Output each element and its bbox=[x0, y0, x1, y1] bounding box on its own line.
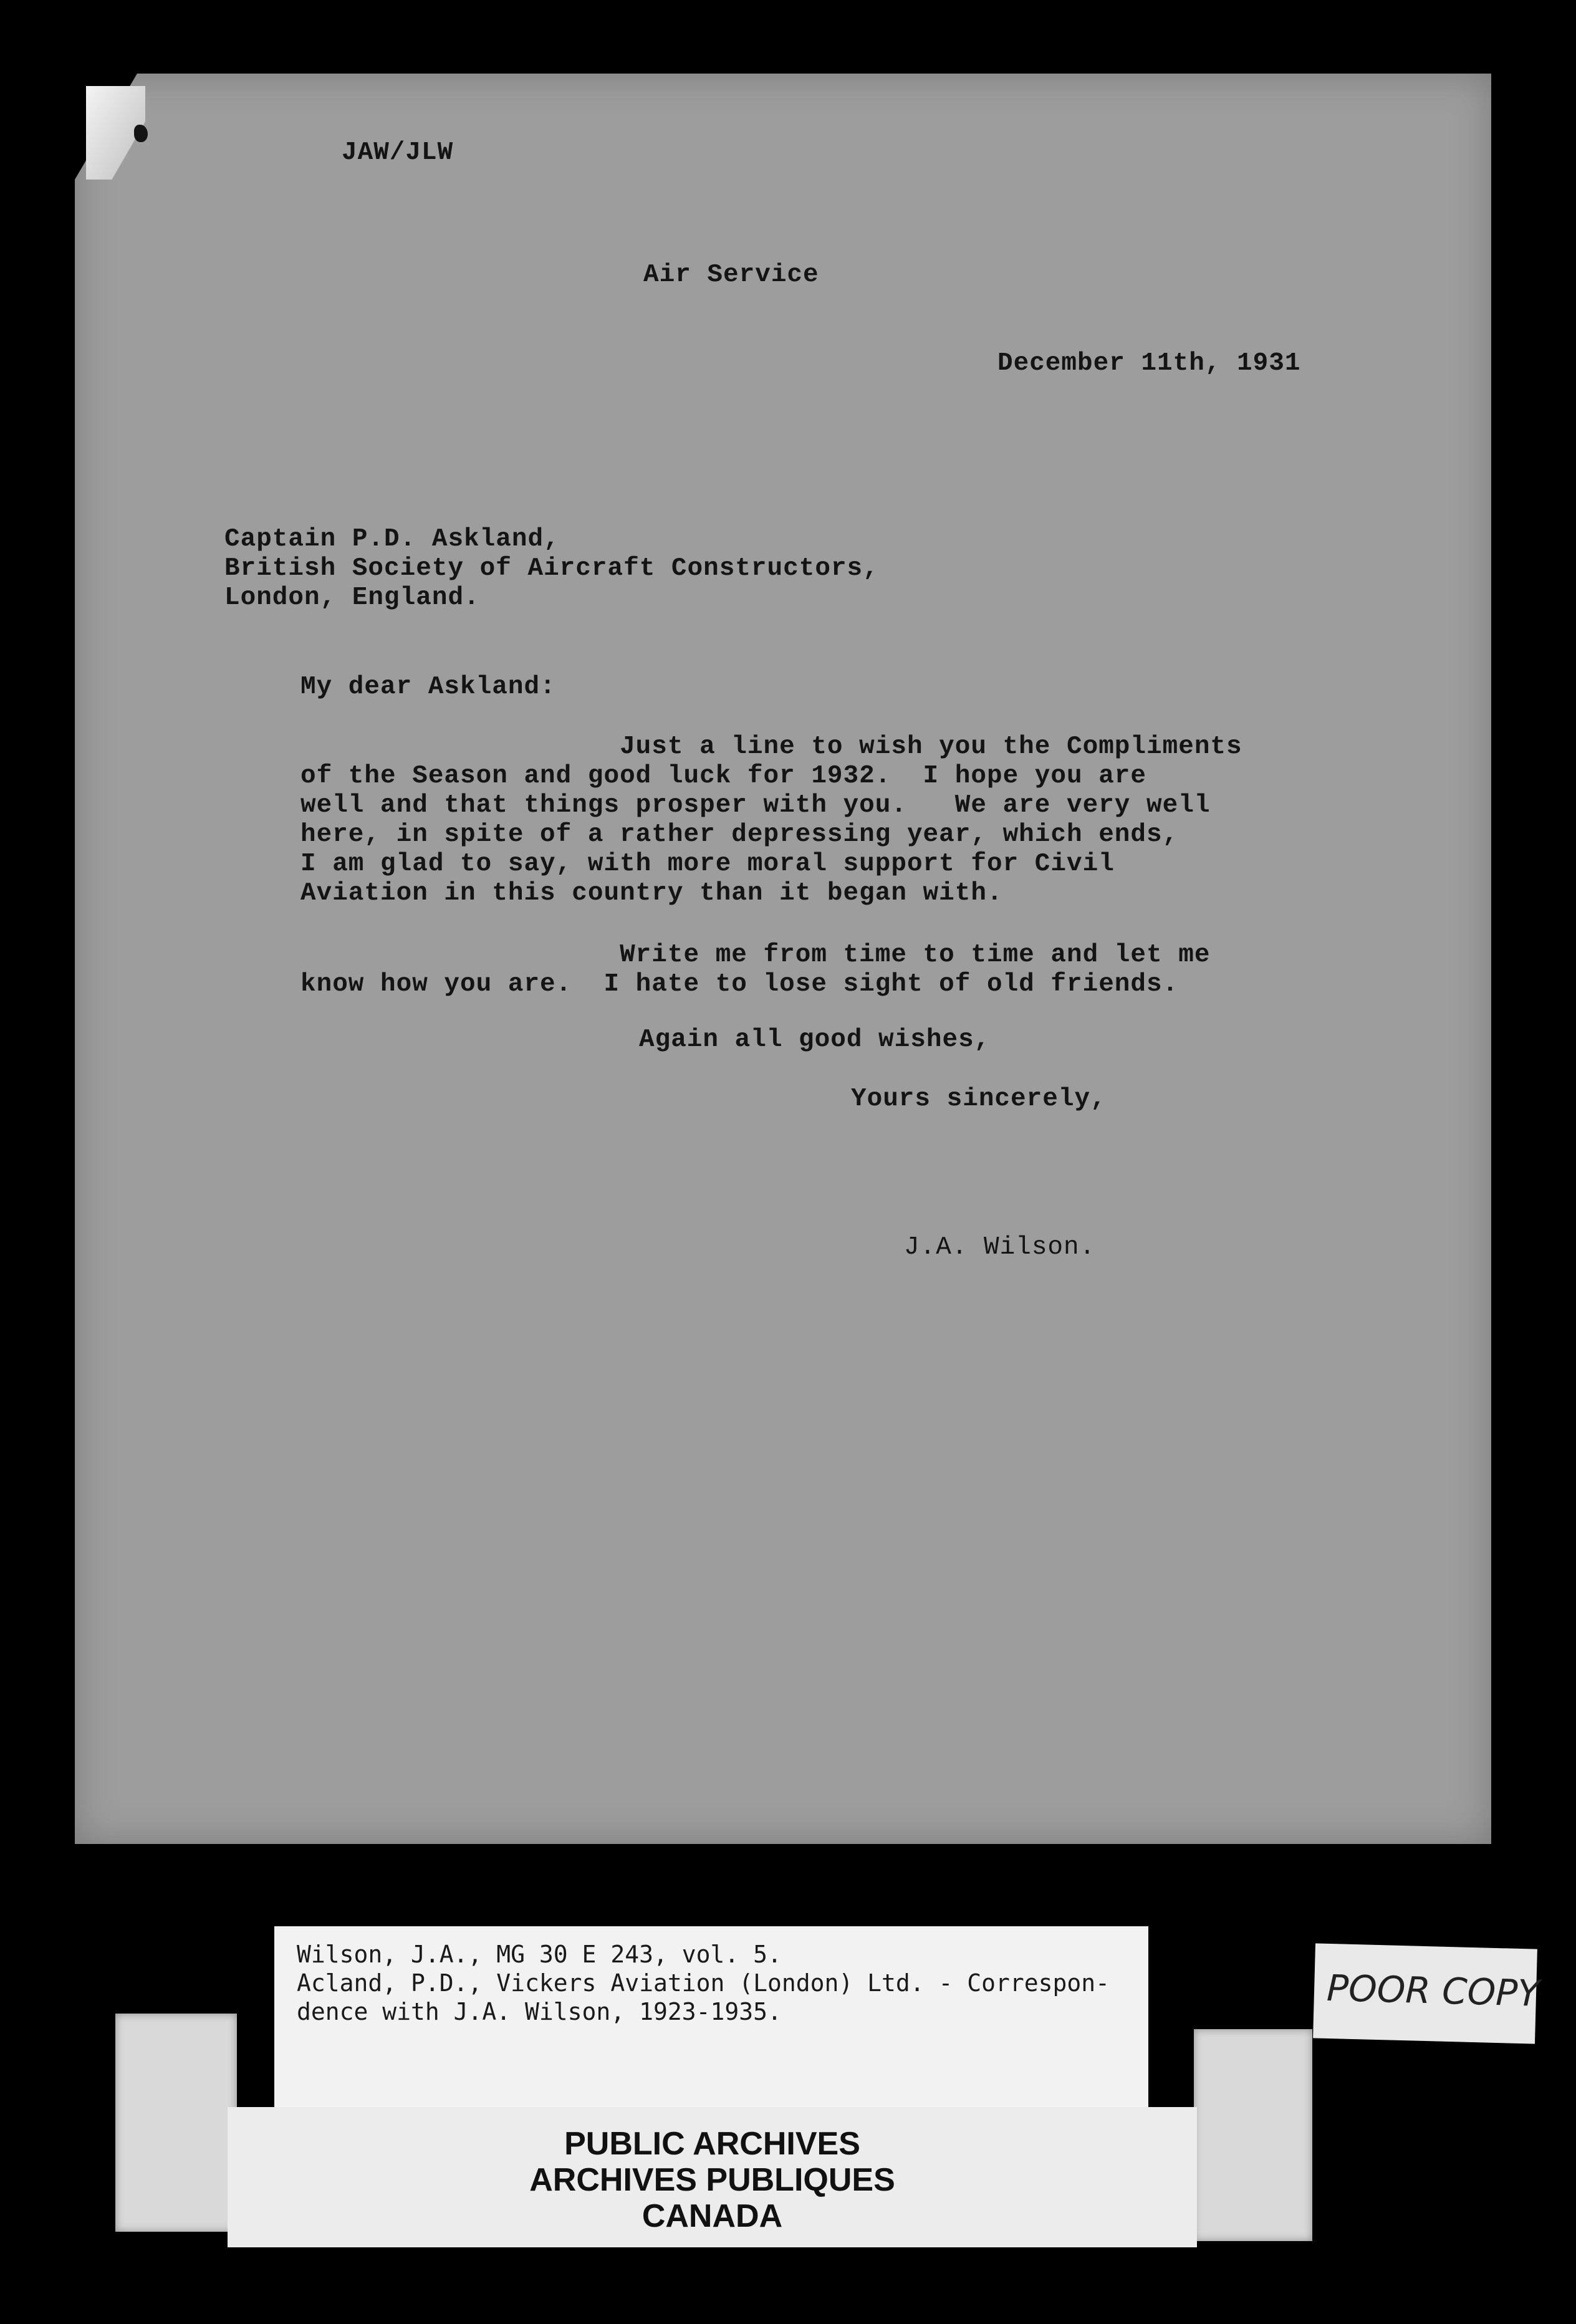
address-line: Captain P.D. Askland, bbox=[224, 525, 560, 554]
body-paragraph-1 bbox=[300, 732, 1423, 908]
body-line: Aviation in this country than it began with. bbox=[300, 879, 1003, 908]
poor-copy-note bbox=[1313, 1943, 1540, 2043]
body-paragraph-2 bbox=[300, 941, 1423, 999]
archive-stamp-line: ARCHIVES PUBLIQUES bbox=[529, 2162, 895, 2198]
address-line: London, England. bbox=[224, 583, 480, 612]
department-heading: Air Service bbox=[643, 261, 819, 289]
tape-right bbox=[1194, 2029, 1312, 2241]
body-line: Write me from time to time and let me bbox=[300, 941, 1211, 969]
archive-reference-card bbox=[274, 1926, 1148, 2113]
closing-wishes: Again all good wishes, bbox=[639, 1025, 991, 1054]
archive-stamp-line: CANADA bbox=[641, 2198, 783, 2234]
archive-stamp-card bbox=[228, 2107, 1197, 2247]
body-line: I am glad to say, with more moral support for Civil bbox=[300, 850, 1115, 878]
salutation: My dear Askland: bbox=[300, 673, 556, 701]
body-line: know how you are. I hate to lose sight of old friends. bbox=[300, 970, 1179, 999]
body-line: of the Season and good luck for 1932. I hope you are bbox=[300, 762, 1147, 790]
body-line: here, in spite of a rather depressing year, which ends, bbox=[300, 820, 1179, 849]
handwritten-note: POOR COPY bbox=[1326, 1966, 1540, 2015]
address-line: British Society of Aircraft Constructors, bbox=[224, 554, 879, 583]
body-line: Just a line to wish you the Compliments bbox=[300, 732, 1242, 761]
ink-mark bbox=[134, 125, 148, 142]
archive-label-line: dence with J.A. Wilson, 1923-1935. bbox=[297, 1998, 782, 2025]
tape-left bbox=[115, 2014, 237, 2232]
body-line: well and that things prosper with you. We are very well bbox=[300, 791, 1211, 820]
recipient-address bbox=[224, 525, 1347, 613]
valediction: Yours sincerely, bbox=[851, 1085, 1107, 1113]
archive-label-line: Acland, P.D., Vickers Aviation (London) Ltd. - Correspon- bbox=[297, 1969, 1110, 1997]
letter-date: December 11th, 1931 bbox=[997, 349, 1301, 378]
archive-label-line: Wilson, J.A., MG 30 E 243, vol. 5. bbox=[297, 1941, 782, 1968]
signature-name: J.A. Wilson. bbox=[904, 1233, 1096, 1262]
reference-initials: JAW/JLW bbox=[342, 138, 454, 167]
archive-stamp-line: PUBLIC ARCHIVES bbox=[564, 2126, 860, 2162]
